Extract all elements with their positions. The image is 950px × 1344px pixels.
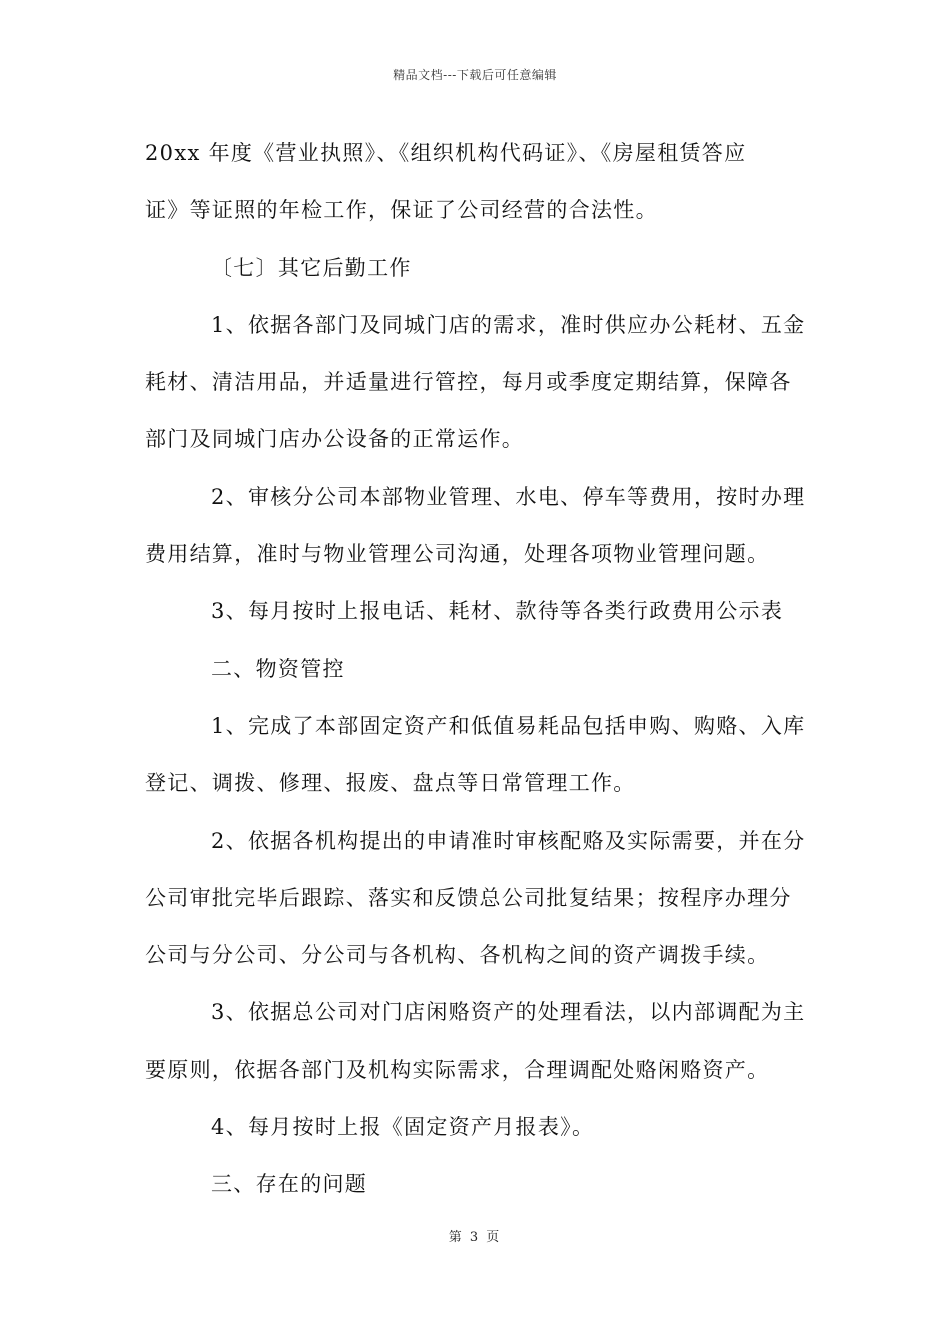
paragraph-line: 公司审批完毕后跟踪、落实和反馈总公司批复结果；按程序办理分 (145, 885, 792, 910)
paragraph-line: 3、每月按时上报电话、耗材、款待等各类行政费用公示表 (211, 599, 784, 624)
paragraph-line: 1、完成了本部固定资产和低值易耗品包括申购、购赂、入库 (211, 713, 806, 738)
page-header: 精品文档---下载后可任意编辑 (393, 68, 557, 82)
paragraph-line: 1、依据各部门及同城门店的需求，准时供应办公耗材、五金 (211, 312, 806, 337)
paragraph-line: 要原则，依据各部门及机构实际需求，合理调配处赂闲赂资产。 (145, 1057, 770, 1082)
section-heading: 〔七〕其它后勤工作 (211, 255, 412, 280)
page-number: 第 3 页 (448, 1230, 502, 1245)
paragraph-line: 3、依据总公司对门店闲赂资产的处理看法，以内部调配为主 (211, 1000, 806, 1025)
section-heading: 三、存在的问题 (211, 1172, 368, 1197)
paragraph-line: 部门及同城门店办公设备的正常运作。 (145, 427, 525, 452)
paragraph-line: 耗材、清洁用品，并适量进行管控，每月或季度定期结算，保障各 (145, 370, 792, 395)
paragraph-line: 2、依据各机构提出的申请准时审核配赂及实际需要，并在分 (211, 828, 806, 853)
paragraph-line: 2、审核分公司本部物业管理、水电、停车等费用，按时办理 (211, 484, 806, 509)
paragraph-line: 公司与分公司、分公司与各机构、各机构之间的资产调拨手续。 (145, 943, 770, 968)
document-body (145, 132, 807, 1221)
paragraph-line: 20xx 年度《营业执照》、《组织机构代码证》、《房屋租赁答应 (145, 141, 747, 165)
paragraph-line: 登记、调拨、修理、报废、盘点等日常管理工作。 (145, 771, 636, 796)
section-heading: 二、物资管控 (211, 656, 345, 681)
paragraph-line: 4、每月按时上报《固定资产月报表》。 (211, 1115, 595, 1140)
paragraph-line: 费用结算，准时与物业管理公司沟通，处理各项物业管理问题。 (145, 542, 770, 567)
paragraph-line: 证》等证照的年检工作，保证了公司经营的合法性。 (145, 198, 658, 223)
